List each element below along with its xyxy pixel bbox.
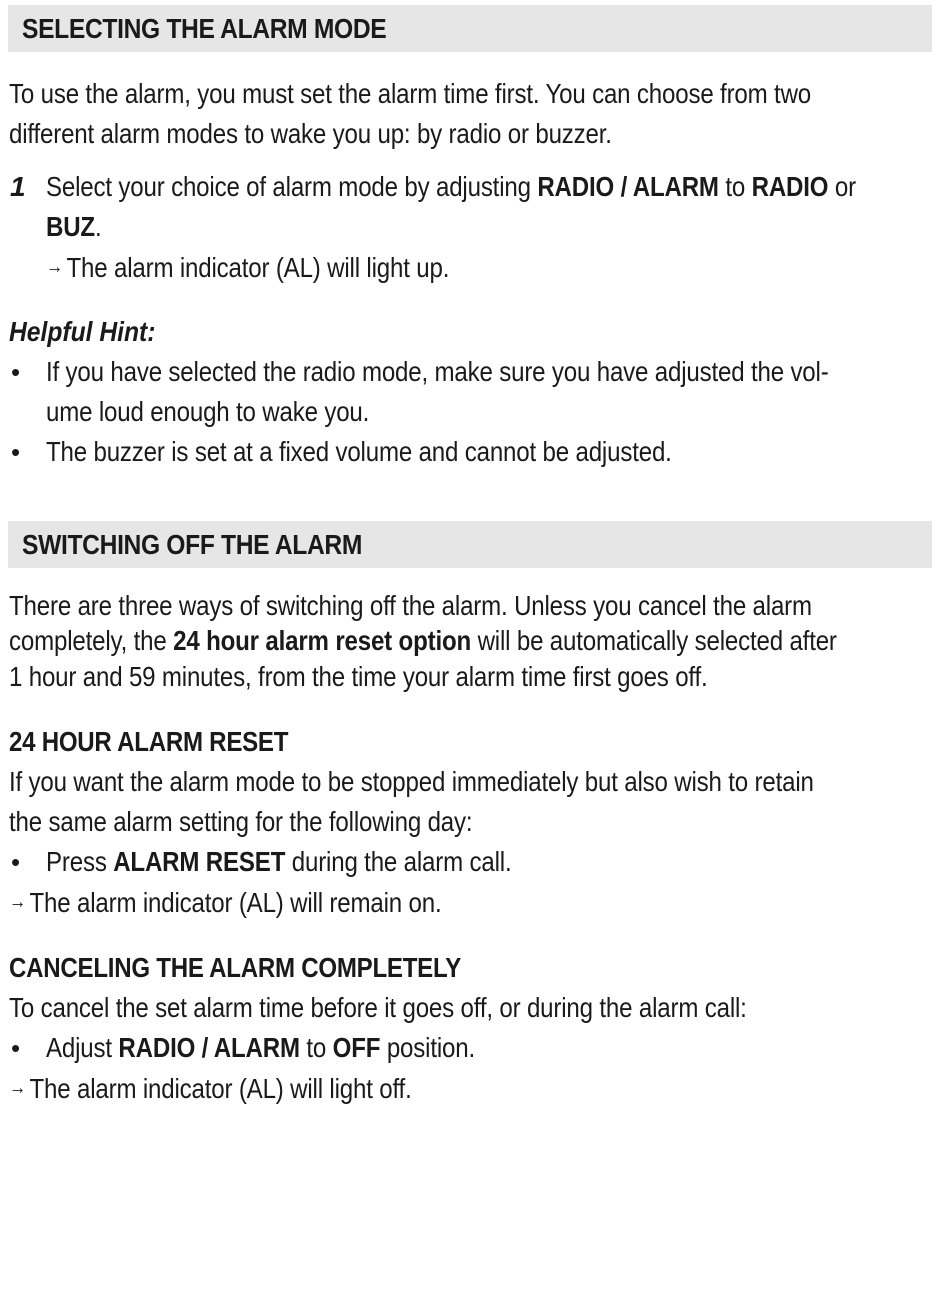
control-setting: RADIO: [751, 171, 829, 202]
bullet-text-line: [46, 1028, 475, 1068]
hint-item-line: ume loud enough to wake you.: [46, 396, 370, 427]
hint-item-line: If you have selected the radio mode, make sure you have adjusted the vol-: [46, 356, 829, 387]
bullet-icon: •: [11, 1033, 21, 1063]
step-text: to: [718, 171, 752, 202]
arrow-right-icon: →: [46, 256, 64, 278]
result-text: The alarm indicator (AL) will light up.: [66, 252, 450, 283]
bullet-text: to: [299, 1032, 333, 1063]
bullet-text: during the alarm call.: [285, 846, 512, 877]
step-text: Select your choice of alarm mode by adjusting: [46, 171, 538, 202]
section-header-bar: [8, 521, 932, 568]
body-text-line: If you want the alarm mode to be stopped immediately but also wish to retain: [9, 766, 814, 797]
result-text: The alarm indicator (AL) will light off.: [29, 1073, 412, 1104]
intro-text-line: To use the alarm, you must set the alarm time first. You can choose from two: [9, 78, 812, 109]
bullet-icon: •: [11, 437, 21, 467]
control-setting: OFF: [332, 1032, 381, 1063]
bullet-text: Adjust: [46, 1032, 119, 1063]
body-text-line: To cancel the set alarm time before it goes off, or during the alarm call:: [9, 992, 747, 1023]
arrow-right-icon: →: [9, 1077, 27, 1099]
step-text-line: [46, 167, 856, 207]
step-text: .: [94, 211, 102, 242]
control-setting: BUZ: [46, 211, 95, 242]
bullet-text: Press: [46, 846, 114, 877]
intro-text-line: There are three ways of switching off the alarm. Unless you cancel the alarm: [9, 590, 812, 621]
intro-text: completely, the: [9, 625, 174, 656]
bullet-text-line: [46, 842, 512, 882]
step-number: 1: [10, 171, 26, 202]
intro-text-line: 1 hour and 59 minutes, from the time your alarm time first goes off.: [9, 661, 708, 692]
result-line: [9, 1068, 412, 1109]
section-title: SELECTING THE ALARM MODE: [22, 13, 387, 44]
arrow-right-icon: →: [9, 891, 27, 913]
result-line: [9, 882, 441, 923]
button-name: ALARM RESET: [113, 846, 286, 877]
subsection-title: 24 HOUR ALARM RESET: [9, 726, 289, 757]
intro-text-line: different alarm modes to wake you up: by radio or buzzer.: [9, 118, 612, 149]
control-name: RADIO / ALARM: [118, 1032, 300, 1063]
intro-text: will be automatically selected after: [471, 625, 837, 656]
reset-option-name: 24 hour alarm reset option: [173, 625, 472, 656]
bullet-icon: •: [11, 847, 21, 877]
step-text-line: [46, 207, 102, 247]
step-text: or: [828, 171, 856, 202]
body-text-line: the same alarm setting for the following day:: [9, 806, 473, 837]
bullet-icon: •: [11, 357, 21, 387]
control-name: RADIO / ALARM: [537, 171, 719, 202]
step-result: [46, 247, 449, 288]
intro-text-line: [9, 621, 837, 661]
subsection-title: CANCELING THE ALARM COMPLETELY: [9, 952, 462, 983]
bullet-text: position.: [380, 1032, 475, 1063]
result-text: The alarm indicator (AL) will remain on.: [29, 887, 442, 918]
hint-title: Helpful Hint:: [9, 316, 156, 347]
section-title: SWITCHING OFF THE ALARM: [22, 529, 363, 560]
section-header-bar: [8, 5, 932, 52]
hint-item-line: The buzzer is set at a fixed volume and cannot be adjusted.: [46, 436, 672, 467]
